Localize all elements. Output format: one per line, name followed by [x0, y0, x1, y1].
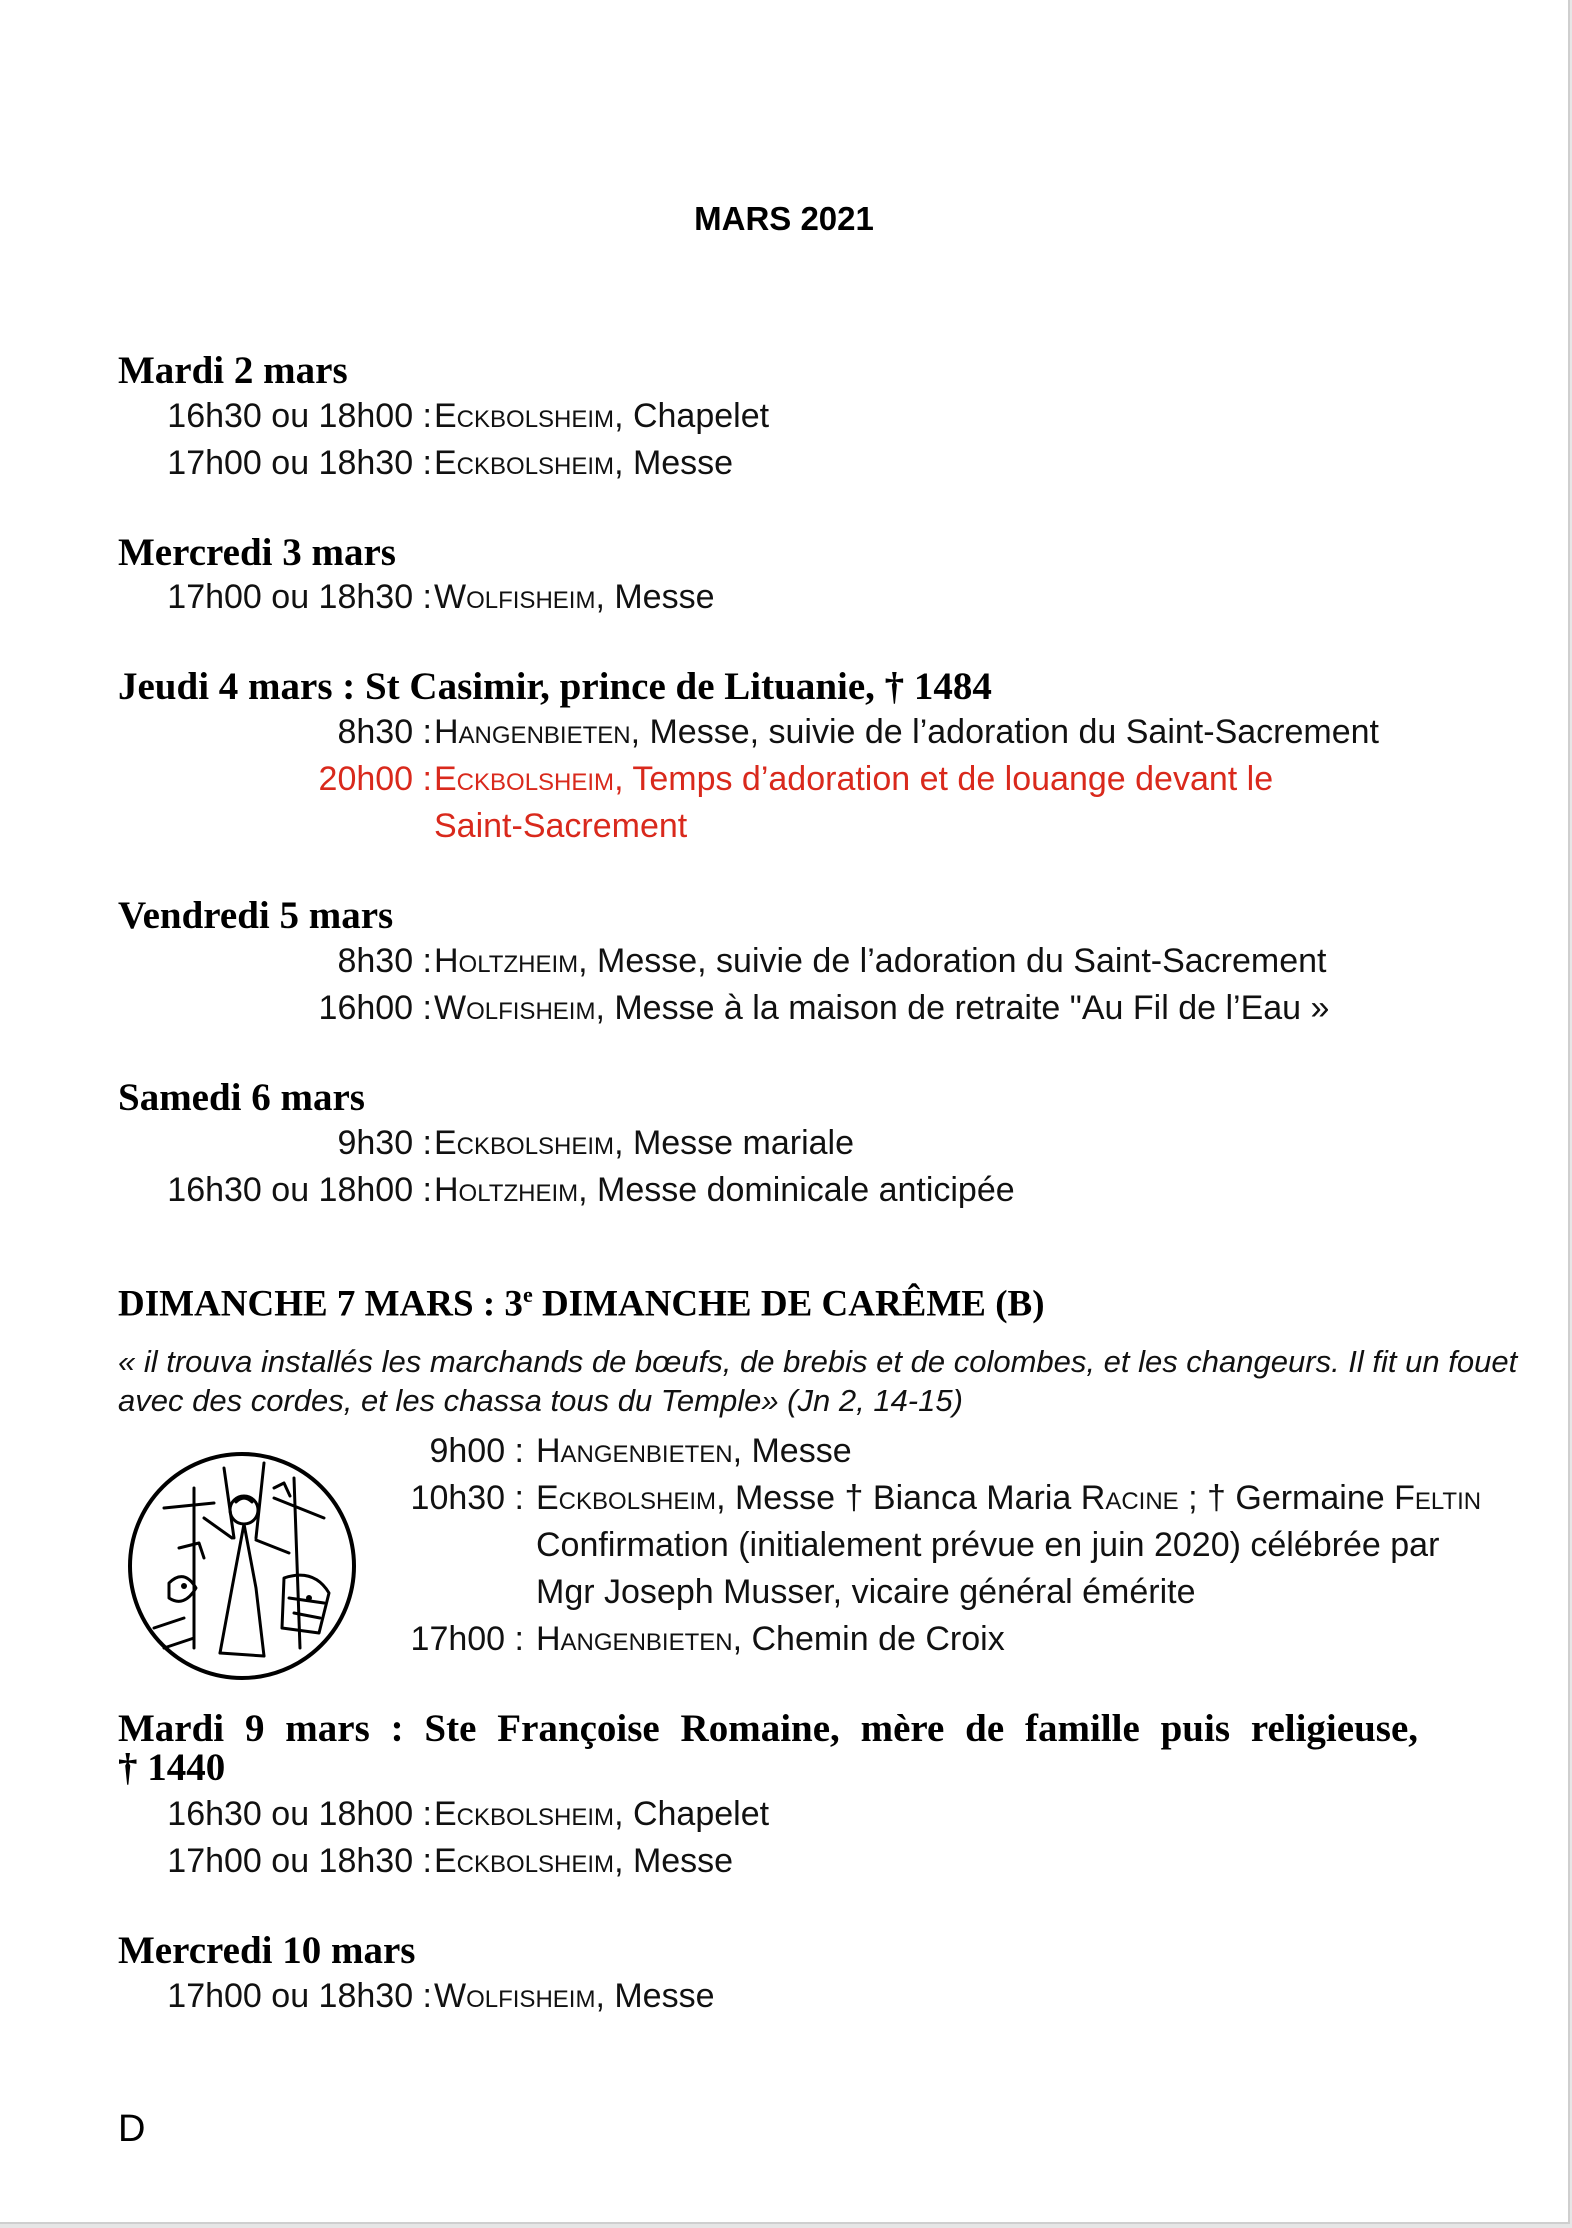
gospel-quote: [118, 1342, 1518, 1420]
entry-place: Hangenbieten: [536, 1432, 733, 1470]
entry-place: Wolfisheim: [434, 1977, 596, 2015]
entry-place: Holtzheim: [434, 1171, 579, 1209]
entry-text: , Chapelet: [614, 1795, 770, 1833]
entry-time: 17h00 ou 18h30 :: [167, 1842, 432, 1880]
entry-time: 20h00 :: [318, 760, 432, 798]
entry-time: 16h30 ou 18h00 :: [167, 397, 432, 435]
entry-place: Eckbolsheim: [434, 1124, 615, 1162]
quote-line: avec des cordes, et les chassa tous du Temple» (Jn 2, 14-15): [118, 1383, 963, 1418]
entry-time: 16h00 :: [318, 989, 432, 1027]
entry-time: 9h30 :: [337, 1124, 432, 1162]
day-heading: Mercredi 10 mars: [118, 1929, 416, 1972]
entry-place: Eckbolsheim: [434, 1795, 615, 1833]
entry-place: Hangenbieten: [434, 713, 631, 751]
sunday-heading: DIMANCHE 7 MARS : 3e DIMANCHE DE CARÊME (B): [118, 1282, 1045, 1325]
entry-place: Eckbolsheim: [434, 760, 615, 798]
entry-text: , Chapelet: [614, 397, 770, 435]
entry-time: 8h30 :: [337, 942, 432, 980]
entry-time: 17h00 ou 18h30 :: [167, 444, 432, 482]
entry-text: , Temps d’adoration et de louange devant le: [614, 760, 1274, 798]
entry-continuation: Confirmation (initialement prévue en juin 2020) célébrée par: [536, 1526, 1440, 1564]
entry-time: 10h30 :: [410, 1479, 524, 1517]
person-name: Racine: [1080, 1479, 1179, 1517]
entry-time: 16h30 ou 18h00 :: [167, 1171, 432, 1209]
entry-place: Eckbolsheim: [434, 444, 615, 482]
entry-time: 17h00 ou 18h30 :: [167, 1977, 432, 2015]
entry-continuation: Saint-Sacrement: [434, 807, 688, 845]
entry-place: Eckbolsheim: [434, 397, 615, 435]
entry-place: Holtzheim: [434, 942, 579, 980]
entry-place: Wolfisheim: [434, 989, 596, 1027]
entry-text: , Messe: [614, 444, 734, 482]
entry-time: 9h00 :: [429, 1432, 524, 1470]
entry-time: 17h00 ou 18h30 :: [167, 578, 432, 616]
entry-text: , Messe: [595, 578, 715, 616]
entry-place: Eckbolsheim: [434, 1842, 615, 1880]
entry-place: Eckbolsheim: [536, 1479, 717, 1517]
entry-text: , Messe mariale: [614, 1124, 855, 1162]
day-heading: Mardi 2 mars: [118, 349, 348, 392]
day-heading: Jeudi 4 mars : St Casimir, prince de Lituanie, † 1484: [118, 665, 992, 708]
entry-text: , Messe: [614, 1842, 734, 1880]
entry-place: Wolfisheim: [434, 578, 596, 616]
entry-time: 16h30 ou 18h00 :: [167, 1795, 432, 1833]
day-heading: Mardi 9 mars : Ste Françoise Romaine, mère de famille puis religieuse,: [118, 1707, 1418, 1750]
day-heading: Mercredi 3 mars: [118, 531, 396, 574]
page-title: MARS 2021: [694, 200, 874, 237]
entry-place: Hangenbieten: [536, 1620, 733, 1658]
entry-text: , Chemin de Croix: [732, 1620, 1005, 1658]
day-heading: Vendredi 5 mars: [118, 894, 394, 937]
entry-time: 17h00 :: [410, 1620, 524, 1658]
document-page: MARS 2021 Mardi 2 mars 16h30 ou 18h00 : Eckbolsheim, Chapelet 17h00 ou 18h30 : Eckbolsheim, Messe Mercredi 3 mars 17h00 ou 18h30 : Wolfisheim, Messe Jeudi 4 mars : St Casimir, prince de Lituanie, † 1484 8h30 : Hangenbieten, Messe, suivie de l’adoration du Saint-Sacrement 20h00 : Eckbolsheim, Temps d’adoration et de louange devant le Saint-Sacrement Vendredi 5 mars 8h30 : Holtzheim, Messe, suivie de l’adoration du Saint-Sacrement 16h00 : Wolfisheim, Messe à la maison de retraite "Au Fil de l’Eau » Samedi 6 mars 9h30 : Eckbolsheim, Messe mariale 16h30 ou 18h00 : Holtzheim, Messe dominicale anticipée DIMANCHE 7 MARS : 3e DIMANCHE DE CARÊME (B) « il trouva installés les marchands de bœufs, de brebis et de colombes, et les changeurs. Il fit un fouet avec des cordes, et les chassa tous du Temple» (Jn 2, 14-15) 9h00 : Hangenbieten, Messe 10h30 : Eckbolsheim, Messe † Bianca Maria Racine ; † Germaine Feltin Confirmation (initialement prévue en juin 2020) célébrée par Mgr Joseph Musser, vicaire général émérite 17h00 : Hangenbieten, Chemin de Croix Mardi 9 mars : Ste Françoise Romaine, mère de famille puis religieuse, † 1440 16h30 ou 18h00 : Eckbolsheim, Chapelet 17h00 ou 18h30 : Eckbolsheim, Messe Mercredi 10 mars 17h00 ou 18h30 : Wolfisheim, Messe D: [0, 0, 1570, 2224]
day-heading-continuation: † 1440: [118, 1746, 226, 1789]
entry-time: 8h30 :: [337, 713, 432, 751]
quote-line: « il trouva installés les marchands de bœufs, de brebis et de colombes, et les changeurs. Il fit un fouet: [118, 1344, 1518, 1379]
entry-text: , Messe dominicale anticipée: [578, 1171, 1015, 1209]
page-footer-letter: D: [118, 2108, 146, 2150]
person-name: Feltin: [1394, 1479, 1482, 1517]
day-heading: Samedi 6 mars: [118, 1076, 365, 1119]
entry-text: , Messe, suivie de l’adoration du Saint-Sacrement: [630, 713, 1379, 751]
entry-text: , Messe: [732, 1432, 852, 1470]
entry-text: , Messe, suivie de l’adoration du Saint-Sacrement: [578, 942, 1327, 980]
entry-continuation: Mgr Joseph Musser, vicaire général émérite: [536, 1573, 1196, 1611]
entry-text: , Messe à la maison de retraite "Au Fil de l’Eau »: [595, 989, 1330, 1027]
entry-text: , Messe: [595, 1977, 715, 2015]
